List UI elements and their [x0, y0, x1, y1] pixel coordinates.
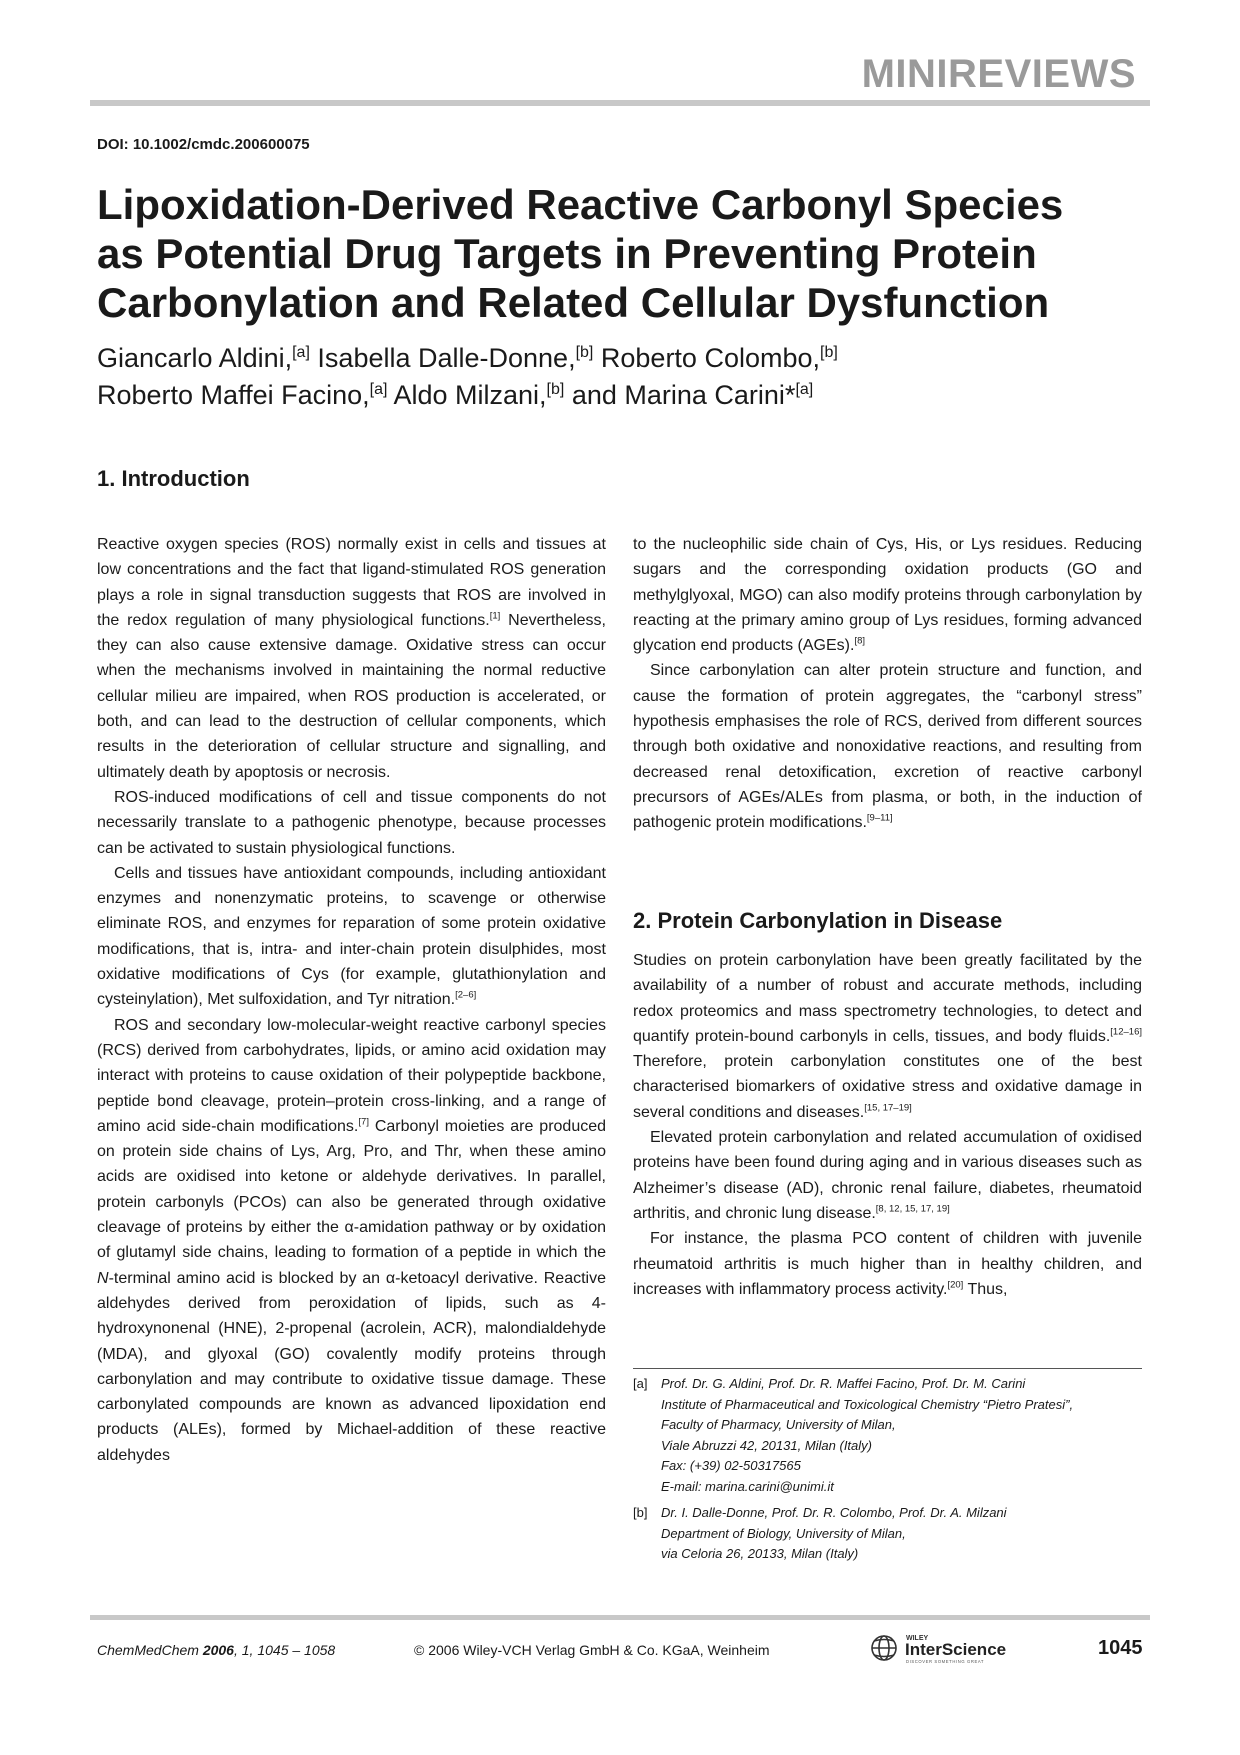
citation-ref: [9–11] — [866, 812, 893, 824]
citation-ref: [20] — [947, 1279, 964, 1291]
paragraph: Cells and tissues have antioxidant compounds, including antioxidant enzymes and nonenzymatic proteins, to scavenge or otherwise eliminate ROS, and enzymes for reparation of some protein oxidative modifications, that is, intra- and inter-chain protein disulphides, most oxidative modifications of Cys (for example, glutathionylation and cysteinylation), Met sulfoxidation, and Tyr nitration.[2–6] — [97, 864, 606, 1009]
footnote — [633, 1503, 1142, 1565]
author-list — [97, 340, 1097, 414]
author-name: Roberto Maffei Facino, — [97, 380, 370, 410]
citation-ref: [2–6] — [455, 990, 477, 1002]
citation-ref: [8] — [854, 635, 865, 647]
footer-rule — [90, 1615, 1150, 1620]
doi: DOI: 10.1002/cmdc.200600075 — [97, 136, 310, 153]
body-column-right-bottom — [633, 948, 1142, 1302]
section-heading-protein-carbonylation: 2. Protein Carbonylation in Disease — [633, 908, 1003, 933]
paragraph: ROS and secondary low-molecular-weight reactive carbonyl species (RCS) derived from carbohydrates, lipids, or amino acid oxidation may interact with proteins to cause oxidation of their polypeptide backbone, peptide bond cleavage, protein–protein cross-linking, and a range of amino acid side-chain modifications.[7] Carbonyl moieties are produced on protein side chains of Lys, Arg, Pro, and Thr, when these amino acids are oxidised into ketone or aldehyde derivatives. In parallel, protein carbonyls (PCOs) can also be generated through oxidative cleavage of proteins by either the α-amidation pathway or by oxidation of glutamyl side chains, leading to formation of a peptide in which the N-terminal amino acid is blocked by an α-ketoacyl derivative. Reactive aldehydes derived from peroxidation of lipids, such as 4-hydroxynonenal (HNE), 2-propenal (acrolein, ACR), malondialdehyde (MDA), and glyoxal (GO) covalently modify proteins through carbonylation and may contribute to oxidative tissue damage. These carbonylated compounds are known as advanced lipoxidation end products (ALEs), formed by Michael-addition of these reactive aldehydes — [97, 1016, 607, 1464]
author-affiliation-mark: [a] — [292, 344, 310, 361]
journal-citation — [97, 1642, 335, 1658]
article-title — [97, 180, 1157, 327]
affiliation-footnotes — [633, 1374, 1142, 1571]
copyright-notice: © 2006 Wiley-VCH Verlag GmbH & Co. KGaA, Weinheim — [414, 1642, 770, 1658]
citation-ref: [12–16] — [1110, 1026, 1142, 1038]
citation-ref: [1] — [489, 610, 501, 622]
title-line: Carbonylation and Related Cellular Dysfunction — [97, 279, 1050, 326]
citation-ref: [8, 12, 15, 17, 19] — [875, 1203, 950, 1215]
journal-name: ChemMedChem — [97, 1642, 199, 1658]
journal-volume-pages: , 1, 1045 – 1058 — [233, 1642, 336, 1658]
author-affiliation-mark: [a] — [369, 381, 388, 398]
footnote-text: Dr. I. Dalle-Donne, Prof. Dr. R. Colombo, Prof. Dr. A. Milzani Department of Biology, University of Milan, via Celoria 26, 20133, Milan (Italy) — [661, 1505, 1007, 1561]
body-column-left — [97, 532, 606, 1468]
globe-icon — [872, 1636, 896, 1660]
journal-year: 2006 — [202, 1642, 234, 1658]
footnote-text: Prof. Dr. G. Aldini, Prof. Dr. R. Maffei Facino, Prof. Dr. M. Carini Institute of Pharmaceutical and Toxicological Chemistry “Pietro Pratesi”, Faculty of Pharmacy, University of Milan, Viale Abruzzi 42, 20131, Milan (Italy) Fax: (+39) 02-50317565 E-mail: marina.carini@unimi.it — [661, 1376, 1074, 1494]
author-name: Isabella Dalle-Donne, — [317, 343, 576, 373]
body-column-right-top — [633, 532, 1142, 836]
footnote-mark: [b] — [633, 1505, 648, 1520]
citation-ref: [7] — [358, 1116, 369, 1128]
paragraph: ROS-induced modifications of cell and tissue components do not necessarily translate to a pathogenic phenotype, because processes can be activated to sustain physiological functions. — [97, 788, 606, 857]
footnote-rule — [633, 1368, 1142, 1369]
author-name: and Marina Carini* — [571, 380, 796, 410]
footnote-mark: [a] — [633, 1376, 648, 1391]
paragraph: Elevated protein carbonylation and related accumulation of oxidised proteins have been found during aging and in various diseases such as Alzheimer’s disease (AD), chronic renal failure, diabetes, rheumatoid arthritis, and chronic lung disease.[8, 12, 15, 17, 19] — [633, 1129, 1142, 1222]
paragraph: Studies on protein carbonylation have been greatly facilitated by the availability of a number of robust and accurate methods, including redox proteomics and mass spectrometry technologies, to detect and quantify protein-bound carbonyls in cells, tissues, and body fluids.[12–16] Therefore, protein carbonylation constitutes one of the best characterised biomarkers of oxidative stress and oxidative damage in several conditions and diseases.[15, 17–19] — [633, 952, 1142, 1121]
author-affiliation-mark: [b] — [575, 344, 594, 361]
author-affiliation-mark: [b] — [546, 381, 565, 398]
citation-ref: [15, 17–19] — [864, 1102, 912, 1114]
svg-text:WILEY: WILEY — [906, 1635, 929, 1642]
interscience-logo — [868, 1630, 1038, 1666]
header-rule — [90, 100, 1150, 106]
paragraph: For instance, the plasma PCO content of children with juvenile rheumatoid arthritis is much higher than in healthy children, and increases with inflammatory process activity.[20] Thus, — [633, 1230, 1142, 1298]
title-line: Lipoxidation-Derived Reactive Carbonyl Species — [97, 181, 1064, 228]
author-name: Roberto Colombo, — [600, 343, 821, 373]
paragraph: Reactive oxygen species (ROS) normally exist in cells and tissues at low concentrations and the fact that ligand-stimulated ROS generation plays a role in signal transduction suggests that ROS are involved in the redox regulation of many physiological functions.[1] Nevertheless, they can also cause extensive damage. Oxidative stress can occur when the mechanisms involved in maintaining the normal reductive cellular milieu are impaired, when ROS production is accelerated, or both, and can lead to the destruction of cellular components, which results in the deterioration of cellular structure and signalling, and ultimately death by apoptosis or necrosis. — [97, 536, 606, 781]
section-heading-introduction: 1. Introduction — [97, 466, 250, 491]
page-number: 1045 — [1098, 1637, 1143, 1659]
svg-text:DISCOVER SOMETHING GREAT: DISCOVER SOMETHING GREAT — [906, 1659, 985, 1664]
paragraph: Since carbonylation can alter protein structure and function, and cause the formation of protein aggregates, the “carbonyl stress” hypothesis emphasises the role of RCS, derived from different sources through both oxidative and nonoxidative reactions, and resulting from decreased renal detoxification, excretion of reactive carbonyl precursors of AGEs/ALEs from plasma, or both, in the induction of pathogenic protein modifications.[9–11] — [633, 662, 1142, 832]
author-name: Aldo Milzani, — [393, 380, 547, 410]
paragraph: to the nucleophilic side chain of Cys, His, or Lys residues. Reducing sugars and the corresponding oxidation products (GO and methylglyoxal, MGO) can also modify proteins through carbonylation by reacting at the primary amino group of Lys residues, forming advanced glycation end products (AGEs).[8] — [633, 536, 1142, 655]
author-name: Giancarlo Aldini, — [97, 343, 293, 373]
title-line: as Potential Drug Targets in Preventing Protein — [97, 230, 1037, 277]
svg-text:InterScience: InterScience — [905, 1640, 1007, 1659]
author-affiliation-mark: [a] — [795, 381, 814, 398]
italic-text: N — [97, 1269, 109, 1287]
footnote — [633, 1374, 1142, 1497]
author-affiliation-mark: [b] — [820, 344, 838, 361]
section-label: MINIREVIEWS — [861, 52, 1136, 96]
